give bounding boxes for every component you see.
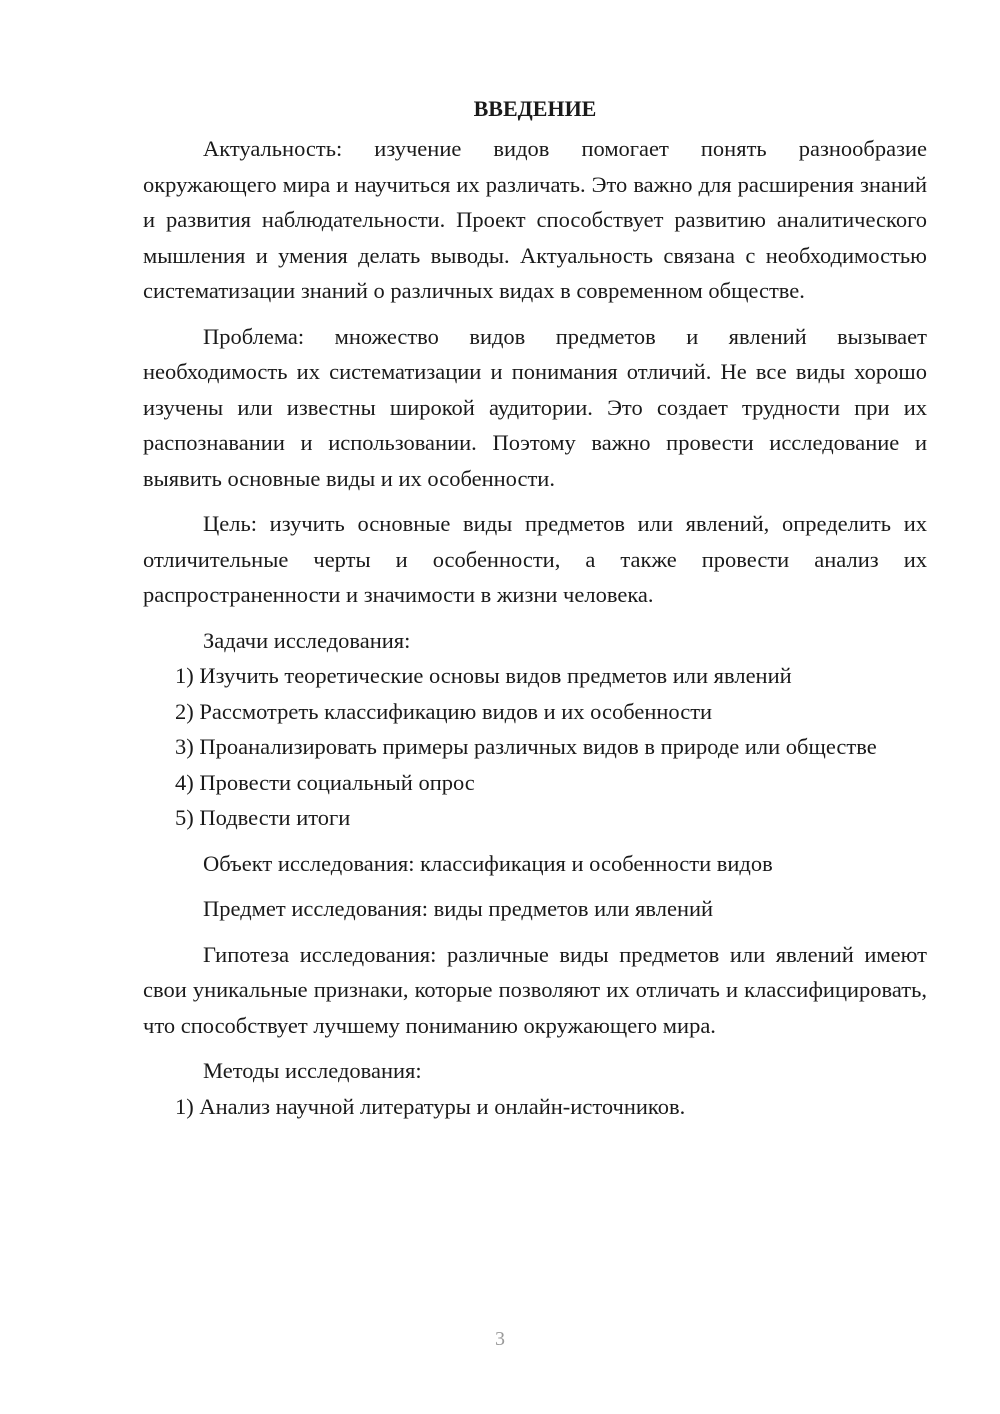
document-page <box>143 92 927 1124</box>
task-item-2: 2) Рассмотреть классификацию видов и их особенности <box>175 698 713 724</box>
section-title: ВВЕДЕНИЕ <box>473 96 597 121</box>
subject-paragraph: Предмет исследования: виды предметов или явлений <box>203 896 714 921</box>
object-paragraph: Объект исследования: классификация и особенности видов <box>203 850 773 876</box>
method-item-1: 1) Анализ научной литературы и онлайн-источников. <box>175 1093 686 1119</box>
problem-paragraph: Проблема: множество видов предметов и явлений вызывает необходимость их систематизации и понимания отличий. Не все виды хорошо изучены или известны широкой аудитории. Это создает трудности при их распознавании и использовании. Поэтому важно провести исследование и выявить основные виды и их особенности. <box>143 323 927 491</box>
methods-heading: Методы исследования: <box>203 1058 422 1083</box>
task-item-3: 3) Проанализировать примеры различных видов в природе или обществе <box>175 734 877 759</box>
task-item-1: 1) Изучить теоретические основы видов предметов или явлений <box>175 663 792 688</box>
page-number: 3 <box>495 1328 505 1350</box>
task-item-5: 5) Подвести итоги <box>175 805 351 830</box>
goal-paragraph: Цель: изучить основные виды предметов или явлений, определить их отличительные черты и особенности, а также провести анализ их распространенности и значимости в жизни человека. <box>143 511 927 607</box>
hypothesis-paragraph: Гипотеза исследования: различные виды предметов или явлений имеют свои уникальные признаки, которые позволяют их отличать и классифицировать, что способствует лучшему пониманию окружающего мира. <box>143 941 927 1038</box>
relevance-paragraph: Актуальность: изучение видов помогает понять разнообразие окружающего мира и научиться их различать. Это важно для расширения знаний и развития наблюдательности. Проект способствует развитию аналитического мышления и умения делать выводы. Актуальность связана с необходимостью систематизации знаний о различных видах в современном обществе. <box>143 136 927 303</box>
tasks-heading: Задачи исследования: <box>203 627 411 653</box>
task-item-4: 4) Провести социальный опрос <box>175 769 475 795</box>
